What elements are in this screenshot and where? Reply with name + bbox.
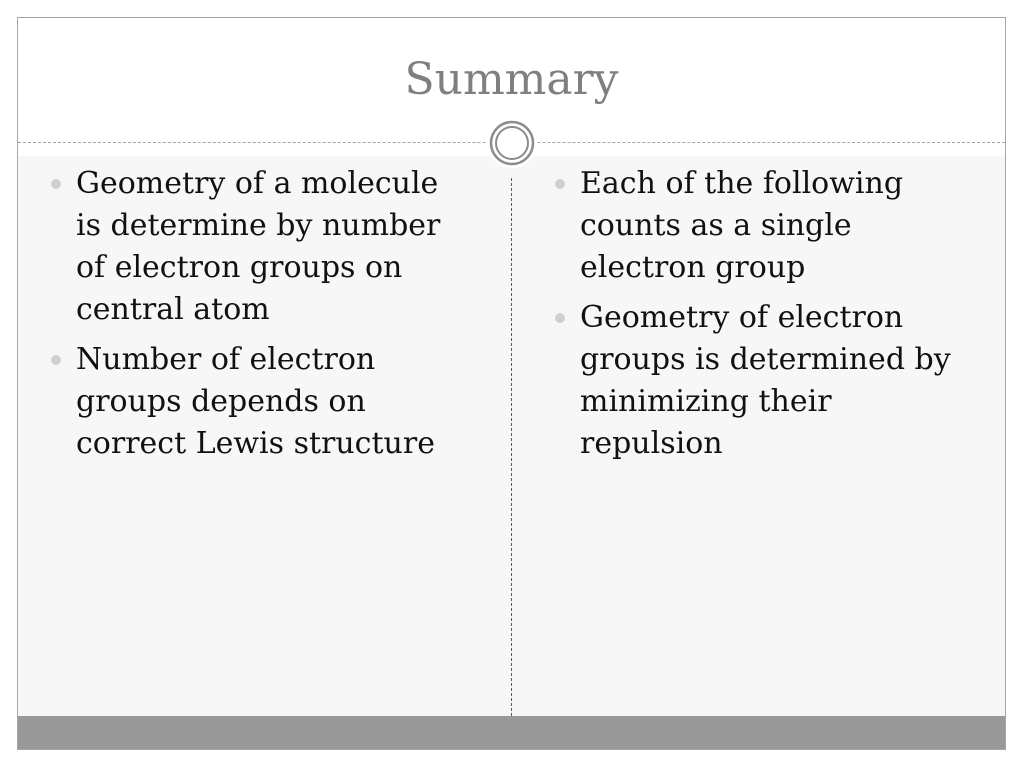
column-divider [511, 178, 512, 716]
right-bullet-item [552, 297, 982, 465]
bullet-text: Number of electron groups depends on correct Lewis structure [76, 342, 435, 461]
bullet-text: Each of the following counts as a single electron group [580, 166, 904, 285]
left-bullet-item [48, 163, 468, 331]
slide [17, 17, 1006, 750]
bullet-text: Geometry of electron groups is determined by minimizing their repulsion [580, 300, 951, 461]
bullet-text: Geometry of a molecule is determine by number of electron groups on central atom [76, 166, 441, 327]
right-bullet-item [552, 163, 982, 289]
left-column [48, 163, 468, 473]
bullet-dot-icon [51, 355, 61, 365]
right-column [552, 163, 982, 473]
bullet-dot-icon [555, 313, 565, 323]
ring-ornament-icon [486, 117, 538, 169]
footer-bar [18, 716, 1005, 750]
bullet-dot-icon [51, 179, 61, 189]
bullet-dot-icon [555, 179, 565, 189]
left-bullet-item [48, 339, 468, 465]
slide-title: Summary [404, 54, 619, 105]
